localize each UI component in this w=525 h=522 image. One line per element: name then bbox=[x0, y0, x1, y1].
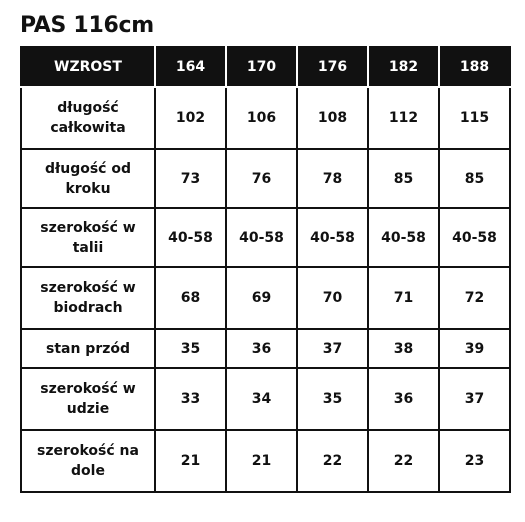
value-cell: 69 bbox=[226, 267, 297, 329]
value-cell: 115 bbox=[439, 87, 510, 149]
table-row bbox=[21, 208, 510, 267]
value-cell: 39 bbox=[439, 329, 510, 368]
header-size-cell: 182 bbox=[368, 47, 439, 87]
header-label-cell: WZROST bbox=[21, 47, 155, 87]
value-cell: 40-58 bbox=[439, 208, 510, 267]
page-title: PAS 116cm bbox=[20, 13, 154, 38]
row-label-cell: szerokość w udzie bbox=[21, 368, 155, 430]
value-cell: 34 bbox=[226, 368, 297, 430]
value-cell: 68 bbox=[155, 267, 226, 329]
value-cell: 36 bbox=[368, 368, 439, 430]
size-table bbox=[20, 46, 511, 493]
value-cell: 108 bbox=[297, 87, 368, 149]
value-cell: 37 bbox=[439, 368, 510, 430]
table-row bbox=[21, 430, 510, 492]
row-label-cell: stan przód bbox=[21, 329, 155, 368]
value-cell: 40-58 bbox=[368, 208, 439, 267]
header-size-cell: 170 bbox=[226, 47, 297, 87]
table-row bbox=[21, 87, 510, 149]
value-cell: 35 bbox=[155, 329, 226, 368]
value-cell: 40-58 bbox=[297, 208, 368, 267]
value-cell: 21 bbox=[155, 430, 226, 492]
value-cell: 76 bbox=[226, 149, 297, 208]
row-label-cell: długość całkowita bbox=[21, 87, 155, 149]
value-cell: 40-58 bbox=[155, 208, 226, 267]
row-label-cell: szerokość na dole bbox=[21, 430, 155, 492]
value-cell: 106 bbox=[226, 87, 297, 149]
value-cell: 102 bbox=[155, 87, 226, 149]
table-row bbox=[21, 329, 510, 368]
value-cell: 38 bbox=[368, 329, 439, 368]
table-row bbox=[21, 149, 510, 208]
value-cell: 72 bbox=[439, 267, 510, 329]
value-cell: 85 bbox=[439, 149, 510, 208]
table-row bbox=[21, 267, 510, 329]
row-label-cell: szerokość w talii bbox=[21, 208, 155, 267]
value-cell: 37 bbox=[297, 329, 368, 368]
value-cell: 23 bbox=[439, 430, 510, 492]
value-cell: 70 bbox=[297, 267, 368, 329]
value-cell: 21 bbox=[226, 430, 297, 492]
header-size-cell: 164 bbox=[155, 47, 226, 87]
table-row bbox=[21, 368, 510, 430]
value-cell: 22 bbox=[368, 430, 439, 492]
value-cell: 78 bbox=[297, 149, 368, 208]
row-label-cell: szerokość w biodrach bbox=[21, 267, 155, 329]
header-size-cell: 176 bbox=[297, 47, 368, 87]
value-cell: 71 bbox=[368, 267, 439, 329]
value-cell: 22 bbox=[297, 430, 368, 492]
value-cell: 85 bbox=[368, 149, 439, 208]
row-label-cell: długość od kroku bbox=[21, 149, 155, 208]
value-cell: 36 bbox=[226, 329, 297, 368]
header-size-cell: 188 bbox=[439, 47, 510, 87]
table-header-row bbox=[21, 47, 510, 87]
value-cell: 40-58 bbox=[226, 208, 297, 267]
value-cell: 33 bbox=[155, 368, 226, 430]
value-cell: 35 bbox=[297, 368, 368, 430]
value-cell: 112 bbox=[368, 87, 439, 149]
value-cell: 73 bbox=[155, 149, 226, 208]
